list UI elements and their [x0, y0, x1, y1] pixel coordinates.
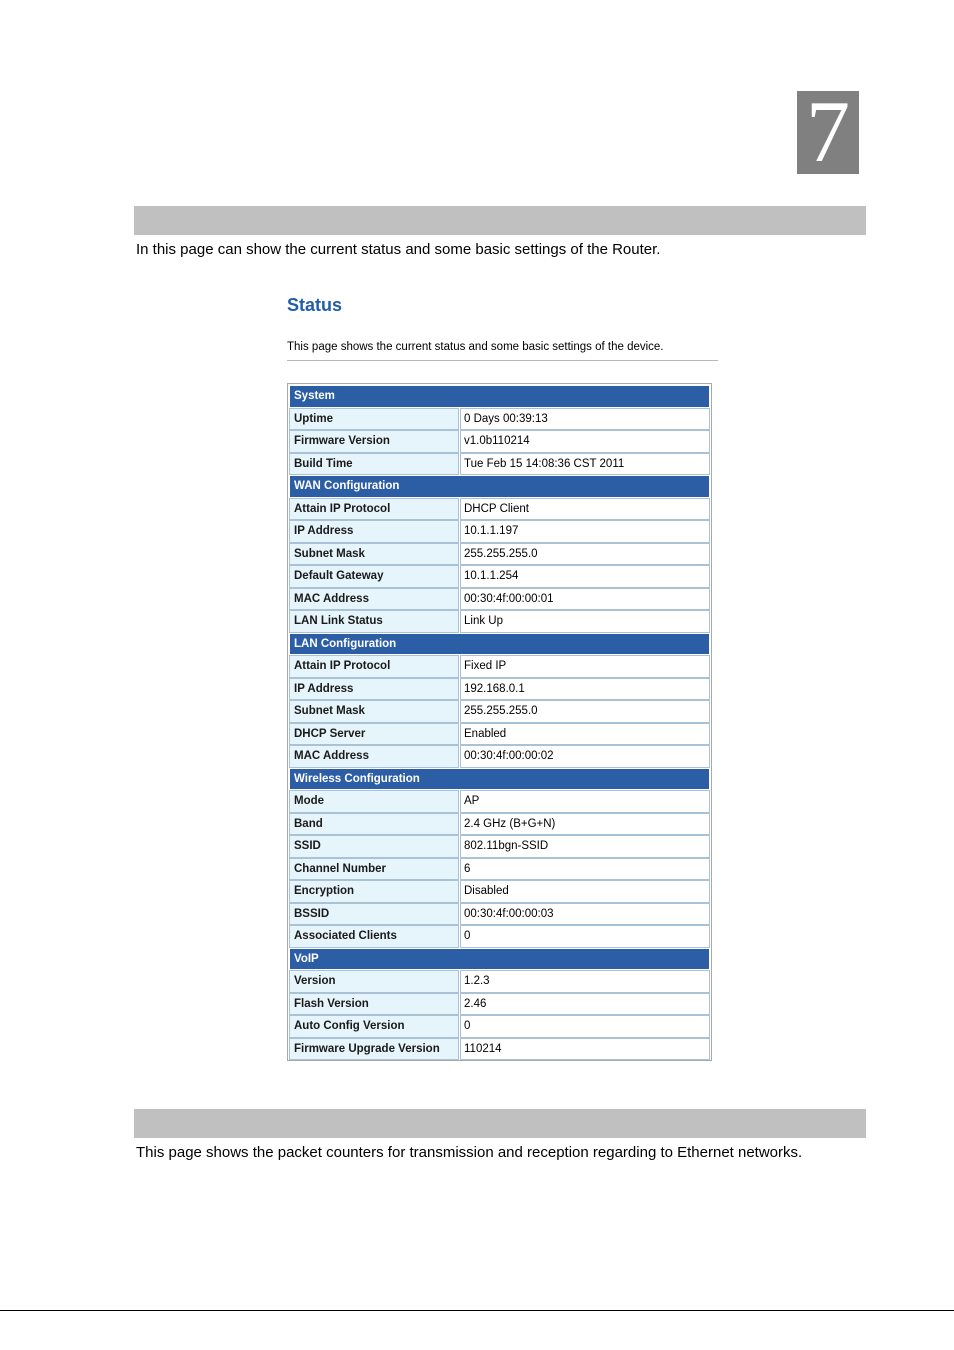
row-label: Encryption: [289, 880, 459, 903]
row-label: Build Time: [289, 453, 459, 476]
table-row: [289, 970, 710, 993]
row-label: Default Gateway: [289, 565, 459, 588]
table-row: [289, 858, 710, 881]
row-value: AP: [460, 790, 710, 813]
row-label: DHCP Server: [289, 723, 459, 746]
row-label: Uptime: [289, 408, 459, 431]
status-table: [287, 383, 712, 1061]
table-row: [289, 993, 710, 1016]
row-label: Firmware Upgrade Version: [289, 1038, 459, 1061]
table-row: [289, 588, 710, 611]
row-value: 6: [460, 858, 710, 881]
row-value: 802.11bgn-SSID: [460, 835, 710, 858]
row-label: Firmware Version: [289, 430, 459, 453]
table-row: [289, 520, 710, 543]
row-value: Disabled: [460, 880, 710, 903]
row-label: MAC Address: [289, 588, 459, 611]
section-intro-status: In this page can show the current status and some basic settings of the Router.: [136, 241, 661, 258]
table-row: [289, 925, 710, 948]
row-label: Subnet Mask: [289, 543, 459, 566]
table-row: [289, 543, 710, 566]
row-label: LAN Link Status: [289, 610, 459, 633]
table-row: [289, 453, 710, 476]
row-label: Attain IP Protocol: [289, 498, 459, 521]
table-group-header: VoIP: [289, 948, 710, 971]
status-page-title: Status: [287, 295, 343, 315]
row-label: Auto Config Version: [289, 1015, 459, 1038]
row-value: 110214: [460, 1038, 710, 1061]
table-row: [289, 813, 710, 836]
table-row: [289, 1038, 710, 1061]
table-row: [289, 880, 710, 903]
row-value: 0 Days 00:39:13: [460, 408, 710, 431]
status-divider: [287, 360, 718, 361]
row-label: Attain IP Protocol: [289, 655, 459, 678]
table-group-header: Wireless Configuration: [289, 768, 710, 791]
row-value: 0: [460, 925, 710, 948]
table-row: [289, 655, 710, 678]
row-label: IP Address: [289, 678, 459, 701]
table-row: [289, 700, 710, 723]
row-label: Flash Version: [289, 993, 459, 1016]
row-value: Link Up: [460, 610, 710, 633]
chapter-number: 7: [806, 84, 850, 181]
table-row: [289, 790, 710, 813]
row-label: IP Address: [289, 520, 459, 543]
table-row: [289, 723, 710, 746]
section-bar-statistics: [134, 1109, 866, 1138]
table-row: [289, 1015, 710, 1038]
table-group-header: LAN Configuration: [289, 633, 710, 656]
row-label: Channel Number: [289, 858, 459, 881]
table-group-header: WAN Configuration: [289, 475, 710, 498]
table-row: [289, 430, 710, 453]
table-row: [289, 610, 710, 633]
row-value: 10.1.1.197: [460, 520, 710, 543]
row-label: Associated Clients: [289, 925, 459, 948]
row-label: MAC Address: [289, 745, 459, 768]
table-row: [289, 835, 710, 858]
row-value: Enabled: [460, 723, 710, 746]
row-value: v1.0b110214: [460, 430, 710, 453]
status-page-description: This page shows the current status and some basic settings of the device.: [287, 341, 664, 353]
table-row: [289, 408, 710, 431]
row-value: 00:30:4f:00:00:02: [460, 745, 710, 768]
table-row: [289, 903, 710, 926]
row-value: Fixed IP: [460, 655, 710, 678]
row-value: Tue Feb 15 14:08:36 CST 2011: [460, 453, 710, 476]
row-value: 2.46: [460, 993, 710, 1016]
section-bar-status: [134, 206, 866, 235]
row-value: DHCP Client: [460, 498, 710, 521]
table-group-header: System: [289, 385, 710, 408]
row-label: SSID: [289, 835, 459, 858]
row-label: Band: [289, 813, 459, 836]
row-label: Subnet Mask: [289, 700, 459, 723]
chapter-number-box: [797, 84, 859, 181]
row-value: 00:30:4f:00:00:03: [460, 903, 710, 926]
table-row: [289, 745, 710, 768]
row-value: 192.168.0.1: [460, 678, 710, 701]
table-row: [289, 498, 710, 521]
row-label: BSSID: [289, 903, 459, 926]
row-label: Version: [289, 970, 459, 993]
row-value: 00:30:4f:00:00:01: [460, 588, 710, 611]
row-value: 10.1.1.254: [460, 565, 710, 588]
section-intro-statistics: This page shows the packet counters for transmission and reception regarding to Ethernet networks.: [136, 1144, 803, 1161]
row-value: 255.255.255.0: [460, 543, 710, 566]
table-row: [289, 678, 710, 701]
page-footer-rule: [0, 1310, 954, 1311]
row-value: 0: [460, 1015, 710, 1038]
row-value: 1.2.3: [460, 970, 710, 993]
row-label: Mode: [289, 790, 459, 813]
row-value: 255.255.255.0: [460, 700, 710, 723]
row-value: 2.4 GHz (B+G+N): [460, 813, 710, 836]
table-row: [289, 565, 710, 588]
